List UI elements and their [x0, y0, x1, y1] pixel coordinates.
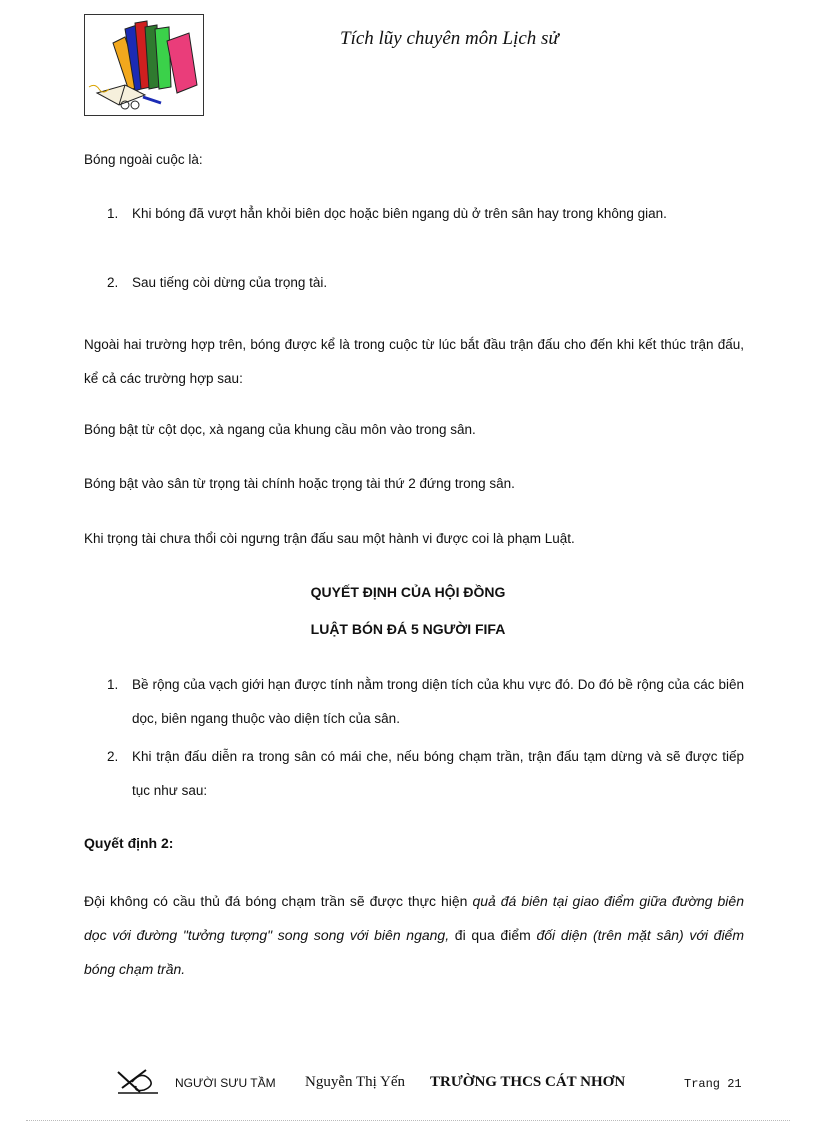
books-logo — [84, 14, 204, 116]
list-text: Sau tiếng còi dừng của trọng tài. — [132, 275, 328, 290]
section-heading: QUYẾT ĐỊNH CỦA HỘI ĐỒNG — [310, 584, 506, 600]
paragraph-whistle: Khi trọng tài chưa thổi còi ngưng trận đấu sau một hành vi được coi là phạm Luật. — [84, 531, 575, 546]
list-item — [107, 740, 744, 808]
list-item — [107, 197, 744, 231]
list-number: 1. — [107, 206, 119, 221]
decision-text-italic: quả đá biên tại giao điểm giữa đường biên dọc với đường "tưởng tượng" song song với biên ngang, — [84, 893, 744, 943]
decision-text — [84, 884, 744, 986]
intro-text: Bóng ngoài cuộc là: — [84, 152, 203, 167]
page-footer — [0, 1072, 816, 1096]
decision-text-part: Đội không có cầu thủ đá bóng chạm trần sẽ được thực hiện — [84, 893, 473, 909]
decision-text-italic: đối diện (trên mặt sân) với điểm bóng chạm trần. — [84, 927, 745, 977]
list-number: 2. — [107, 749, 119, 764]
decision-title: Quyết định 2: — [84, 835, 174, 851]
list-number: 2. — [107, 275, 119, 290]
list-text: Khi trận đấu diễn ra trong sân có mái che, nếu bóng chạm trần, trận đấu tạm dừng và sẽ được tiếp tục như sau: — [132, 749, 744, 798]
list-number: 1. — [107, 677, 119, 692]
list-text: Khi bóng đã vượt hẳn khỏi biên dọc hoặc biên ngang dù ở trên sân hay trong không gian. — [132, 206, 667, 221]
list-item — [107, 266, 744, 300]
paragraph-post: Bóng bật từ cột dọc, xà ngang của khung cầu môn vào trong sân. — [84, 422, 476, 437]
collector-label: NGƯỜI SƯU TẦM — [175, 1076, 276, 1090]
section-subheading: LUẬT BÓN ĐÁ 5 NGƯỜI FIFA — [310, 621, 506, 637]
list-text: Bề rộng của vạch giới hạn được tính nằm trong diện tích của khu vực đó. Do đó bề rộng của các biên dọc, biên ngang thuộc vào diện tích của sân. — [132, 677, 744, 726]
list-item — [107, 668, 744, 736]
paragraph-inplay: Ngoài hai trường hợp trên, bóng được kể là trong cuộc từ lúc bắt đầu trận đấu cho đến khi kết thúc trận đấu, kể cả các trường hợp sau: — [84, 337, 744, 386]
decision-text-part: đi qua điểm — [449, 927, 537, 943]
school-name: TRƯỜNG THCS CÁT NHƠN — [430, 1074, 626, 1090]
header-title: Tích lũy chuyên môn Lịch sử — [340, 28, 559, 49]
author-name: Nguyễn Thị Yến — [305, 1074, 405, 1090]
page-number: Trang 21 — [684, 1077, 742, 1091]
books-icon — [85, 15, 203, 115]
signature-icon — [116, 1066, 160, 1101]
bottom-divider — [26, 1120, 790, 1121]
paragraph-referee: Bóng bật vào sân từ trọng tài chính hoặc trọng tài thứ 2 đứng trong sân. — [84, 476, 515, 491]
